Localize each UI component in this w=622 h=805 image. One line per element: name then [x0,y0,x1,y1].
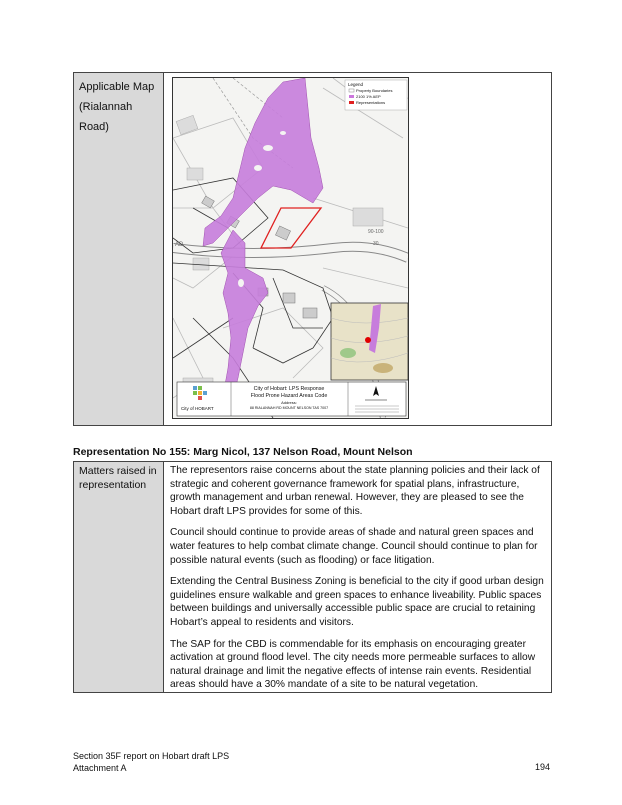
representation-content-cell [164,462,551,692]
legend-item-aep: 2100 1% AEP [356,94,381,99]
street-label-ad: AD [175,242,184,248]
flood-map [172,77,409,419]
legend-item-property-boundaries: Property Boundaries [356,88,393,93]
representation-heading: Representation No 155: Marg Nicol, 137 Nelson Road, Mount Nelson [73,446,413,458]
inset-map [331,303,408,380]
applicable-map-table [73,72,552,426]
footer-attachment: Attachment A [73,763,127,773]
inset-location-marker [365,337,371,343]
representation-paragraph: The representors raise concerns about the state planning policies and their lack of strategic and coherent governance framework for spatial plans, infrastructure, growth management and urban renewal. However, they are pleased to see the Hobart draft LPS provides for some of this. [170,465,540,517]
map-cell [164,73,551,425]
representation-paragraph: Extending the Central Business Zoning is beneficial to the city if good urban design guidelines ensure walkable and green spaces to enhance liveability. Public spaces between buildings and universally accessible public space are crucial to retaining Hobart’s appeal to residents and visitors. [170,576,544,628]
map-title-block [177,382,406,416]
map-label-title: Applicable Map [79,81,155,93]
map-title-line1: City of Hobart: LPS Response [253,386,325,392]
street-label-90-100: 90-100 [368,229,384,235]
legend-item-representations: Representations [356,100,386,105]
map-address-label: Address: [281,400,297,405]
logo-text: City of HOBART [181,406,214,411]
representation-paragraph: The SAP for the CBD is commendable for its emphasis on encouraging greater activation at ground flood level. The city needs more permeable surfaces to allow natural drainage and limit the negative effects of intense rain events. Residential areas should have a 30% mandate of a site to be natural vegetation. [170,638,536,691]
page-number: 194 [534,762,550,772]
representation-label: Matters raised in representation [79,465,157,491]
map-label-cell [74,73,164,425]
flood-hazard-area [203,78,323,246]
footer-report-title: Section 35F report on Hobart draft LPS [73,751,230,761]
representation-paragraph: Council should continue to provide areas of shade and natural green spaces and water features to help combat climate change. Council should continue to plan for possible natural events (such as flooding) or face litigation. [170,527,538,566]
flood-map-svg [173,78,408,418]
representation-parcel [261,208,321,248]
map-label-subtitle: (Rialannah Road) [79,101,133,133]
page-footer [73,750,229,774]
map-title-line2: Flood Prone Hazard Areas Code [250,393,328,399]
map-address: 88 RIALANNAH RD MOUNT NELSON TAS 7007 [249,406,329,410]
legend-title: Legend [348,82,364,87]
representation-table [73,461,552,693]
street-label-30: 30 [373,241,379,247]
map-legend [345,80,407,110]
representation-label-cell [74,462,164,692]
